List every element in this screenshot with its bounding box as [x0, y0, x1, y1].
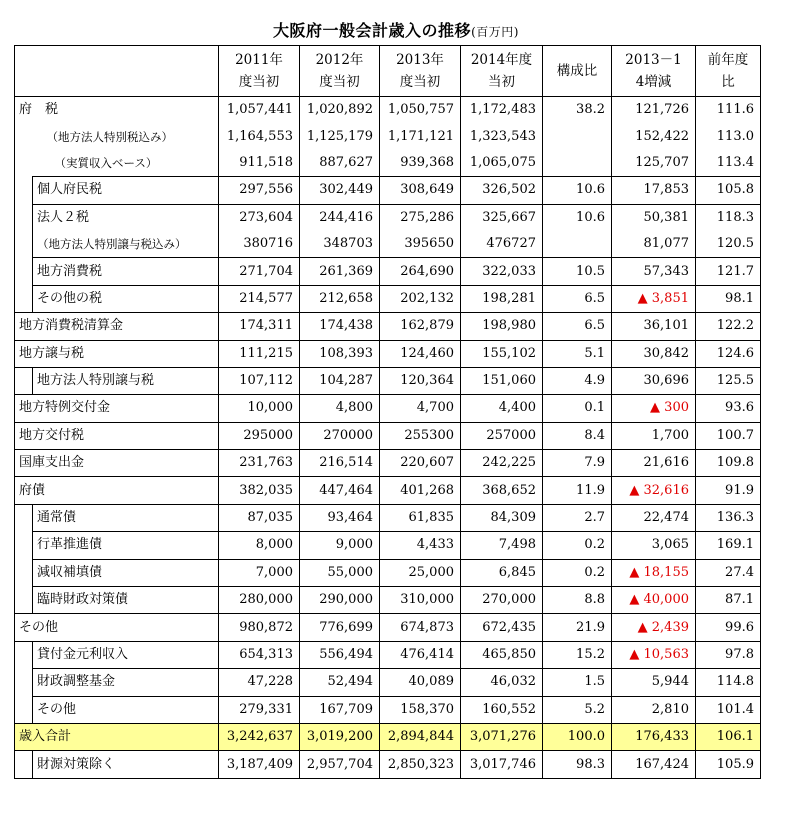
- value-cell: 124,460: [380, 340, 461, 367]
- value-cell: 4.9: [543, 367, 612, 394]
- value-cell: [543, 150, 612, 177]
- table-row: [15, 150, 761, 177]
- row-label: （地方法人特別税込み）: [33, 123, 219, 149]
- row-label: 国庫支出金: [15, 450, 219, 477]
- value-cell: 25,000: [380, 559, 461, 586]
- value-cell: 310,000: [380, 587, 461, 614]
- value-cell: 1,171,121: [380, 123, 461, 149]
- value-cell: 220,607: [380, 450, 461, 477]
- value-cell: 105.8: [696, 177, 761, 204]
- table-row: [15, 614, 761, 641]
- table-row: [15, 641, 761, 668]
- value-cell: 6.5: [543, 313, 612, 340]
- value-cell: 10,000: [219, 395, 300, 422]
- value-cell: 0.2: [543, 559, 612, 586]
- value-cell: 4,800: [300, 395, 380, 422]
- value-cell: 1,057,441: [219, 97, 300, 124]
- value-cell: 0.2: [543, 532, 612, 559]
- value-cell: 10.6: [543, 204, 612, 231]
- value-cell: 4,400: [461, 395, 543, 422]
- value-cell: 55,000: [300, 559, 380, 586]
- value-cell: 169.1: [696, 532, 761, 559]
- value-cell: 6,845: [461, 559, 543, 586]
- value-cell: 46,032: [461, 669, 543, 696]
- header-text: 2014年度 当初: [470, 52, 533, 90]
- value-cell: 125,707: [612, 150, 696, 177]
- header-cell-label: [15, 46, 219, 97]
- value-cell: 21.9: [543, 614, 612, 641]
- row-label: その他の税: [33, 285, 219, 312]
- value-cell: 38.2: [543, 97, 612, 124]
- value-cell: 401,268: [380, 477, 461, 504]
- value-cell: 476,414: [380, 641, 461, 668]
- value-cell: 295000: [219, 422, 300, 449]
- value-cell: 4,433: [380, 532, 461, 559]
- value-cell: 30,696: [612, 367, 696, 394]
- value-cell: 11.9: [543, 477, 612, 504]
- table-row: [15, 340, 761, 367]
- value-cell: 50,381: [612, 204, 696, 231]
- header-text: 構成比: [556, 63, 598, 79]
- title-text: 大阪府一般会計歳入の推移: [273, 21, 472, 40]
- value-cell: 244,416: [300, 204, 380, 231]
- value-cell: 9,000: [300, 532, 380, 559]
- value-cell: 121,726: [612, 97, 696, 124]
- value-cell: 7,498: [461, 532, 543, 559]
- value-cell: ▲ 10,563: [612, 641, 696, 668]
- value-cell: 5,944: [612, 669, 696, 696]
- indent-spacer: [15, 504, 33, 531]
- value-cell: 113.0: [696, 123, 761, 149]
- value-cell: 107,112: [219, 367, 300, 394]
- value-cell: 674,873: [380, 614, 461, 641]
- value-cell: 380716: [219, 231, 300, 258]
- value-cell: 297,556: [219, 177, 300, 204]
- value-cell: 939,368: [380, 150, 461, 177]
- value-cell: ▲ 32,616: [612, 477, 696, 504]
- value-cell: 242,225: [461, 450, 543, 477]
- value-cell: 87,035: [219, 504, 300, 531]
- value-cell: 198,281: [461, 285, 543, 312]
- row-label: 財政調整基金: [33, 669, 219, 696]
- row-label: 地方交付税: [15, 422, 219, 449]
- value-cell: 104,287: [300, 367, 380, 394]
- value-cell: 40,089: [380, 669, 461, 696]
- value-cell: 91.9: [696, 477, 761, 504]
- value-cell: 98.1: [696, 285, 761, 312]
- row-label: その他: [33, 696, 219, 723]
- indent-spacer: [15, 559, 33, 586]
- table-row: [15, 177, 761, 204]
- value-cell: 556,494: [300, 641, 380, 668]
- indent-spacer: [15, 751, 33, 778]
- value-cell: 87.1: [696, 587, 761, 614]
- value-cell: 3,071,276: [461, 723, 543, 750]
- value-cell: 93,464: [300, 504, 380, 531]
- table-row: [15, 285, 761, 312]
- table-row: [15, 477, 761, 504]
- value-cell: 152,422: [612, 123, 696, 149]
- table-body: [15, 97, 761, 779]
- value-cell: 1,065,075: [461, 150, 543, 177]
- value-cell: ▲ 2,439: [612, 614, 696, 641]
- value-cell: 160,552: [461, 696, 543, 723]
- value-cell: 270,000: [461, 587, 543, 614]
- row-label: 歳入合計: [15, 723, 219, 750]
- value-cell: 100.0: [543, 723, 612, 750]
- value-cell: 167,709: [300, 696, 380, 723]
- value-cell: 2,894,844: [380, 723, 461, 750]
- value-cell: 84,309: [461, 504, 543, 531]
- value-cell: 308,649: [380, 177, 461, 204]
- table-row: [15, 422, 761, 449]
- value-cell: 114.8: [696, 669, 761, 696]
- value-cell: 21,616: [612, 450, 696, 477]
- value-cell: 654,313: [219, 641, 300, 668]
- indent-spacer: [15, 258, 33, 285]
- header-cell-2011: [219, 46, 300, 97]
- table-row: [15, 669, 761, 696]
- value-cell: 231,763: [219, 450, 300, 477]
- indent-spacer: [15, 696, 33, 723]
- row-label: 貸付金元利収入: [33, 641, 219, 668]
- value-cell: 136.3: [696, 504, 761, 531]
- value-cell: 111,215: [219, 340, 300, 367]
- indent-spacer: [15, 587, 33, 614]
- table-row: [15, 367, 761, 394]
- value-cell: 6.5: [543, 285, 612, 312]
- value-cell: 1,125,179: [300, 123, 380, 149]
- indent-spacer: [15, 532, 33, 559]
- value-cell: 174,438: [300, 313, 380, 340]
- value-cell: 158,370: [380, 696, 461, 723]
- value-cell: 216,514: [300, 450, 380, 477]
- value-cell: 106.1: [696, 723, 761, 750]
- value-cell: 30,842: [612, 340, 696, 367]
- value-cell: 5.2: [543, 696, 612, 723]
- value-cell: 1,700: [612, 422, 696, 449]
- value-cell: 2,810: [612, 696, 696, 723]
- value-cell: 47,228: [219, 669, 300, 696]
- total-row: [15, 723, 761, 750]
- value-cell: 476727: [461, 231, 543, 258]
- row-label: 通常債: [33, 504, 219, 531]
- row-label: 減収補填債: [33, 559, 219, 586]
- value-cell: 125.5: [696, 367, 761, 394]
- row-label: 府 税: [15, 97, 219, 124]
- value-cell: 167,424: [612, 751, 696, 778]
- value-cell: ▲ 300: [612, 395, 696, 422]
- row-label: 個人府民税: [33, 177, 219, 204]
- table-row: [15, 450, 761, 477]
- value-cell: 36,101: [612, 313, 696, 340]
- value-cell: 8.4: [543, 422, 612, 449]
- value-cell: 382,035: [219, 477, 300, 504]
- value-cell: 212,658: [300, 285, 380, 312]
- value-cell: 162,879: [380, 313, 461, 340]
- header-row: [15, 46, 761, 97]
- table-row: [15, 313, 761, 340]
- value-cell: 5.1: [543, 340, 612, 367]
- header-cell-change: [612, 46, 696, 97]
- value-cell: 280,000: [219, 587, 300, 614]
- table-row: [15, 123, 761, 149]
- value-cell: 1.5: [543, 669, 612, 696]
- indent-spacer: [15, 231, 33, 258]
- value-cell: 257000: [461, 422, 543, 449]
- value-cell: 395650: [380, 231, 461, 258]
- value-cell: 3,187,409: [219, 751, 300, 778]
- value-cell: 113.4: [696, 150, 761, 177]
- value-cell: 176,433: [612, 723, 696, 750]
- row-label: 地方消費税: [33, 258, 219, 285]
- value-cell: 348703: [300, 231, 380, 258]
- value-cell: 101.4: [696, 696, 761, 723]
- table-row: [15, 204, 761, 231]
- value-cell: 121.7: [696, 258, 761, 285]
- value-cell: 980,872: [219, 614, 300, 641]
- value-cell: 22,474: [612, 504, 696, 531]
- header-cell-2014: [461, 46, 543, 97]
- value-cell: 8,000: [219, 532, 300, 559]
- header-cell-ratio: [696, 46, 761, 97]
- value-cell: 2,850,323: [380, 751, 461, 778]
- value-cell: 99.6: [696, 614, 761, 641]
- table-row: [15, 97, 761, 124]
- value-cell: 118.3: [696, 204, 761, 231]
- revenue-table: [14, 45, 761, 779]
- value-cell: 17,853: [612, 177, 696, 204]
- page-title: [0, 18, 792, 41]
- value-cell: 672,435: [461, 614, 543, 641]
- value-cell: 368,652: [461, 477, 543, 504]
- value-cell: 2.7: [543, 504, 612, 531]
- value-cell: 273,604: [219, 204, 300, 231]
- value-cell: 151,060: [461, 367, 543, 394]
- value-cell: 8.8: [543, 587, 612, 614]
- value-cell: 98.3: [543, 751, 612, 778]
- indent-spacer: [15, 204, 33, 231]
- table-row: [15, 231, 761, 258]
- value-cell: 3,017,746: [461, 751, 543, 778]
- value-cell: 261,369: [300, 258, 380, 285]
- header-text: 2012年 度当初: [315, 52, 364, 90]
- value-cell: 911,518: [219, 150, 300, 177]
- header-text: 前年度 比: [707, 52, 749, 90]
- value-cell: 2,957,704: [300, 751, 380, 778]
- header-text: 2011年 度当初: [235, 52, 283, 90]
- table-row: [15, 696, 761, 723]
- value-cell: 10.5: [543, 258, 612, 285]
- value-cell: 155,102: [461, 340, 543, 367]
- value-cell: ▲ 40,000: [612, 587, 696, 614]
- value-cell: 275,286: [380, 204, 461, 231]
- table-row: [15, 587, 761, 614]
- value-cell: 776,699: [300, 614, 380, 641]
- row-label: 法人２税: [33, 204, 219, 231]
- row-label: 地方特例交付金: [15, 395, 219, 422]
- table-row: [15, 532, 761, 559]
- value-cell: 3,065: [612, 532, 696, 559]
- value-cell: 1,164,553: [219, 123, 300, 149]
- value-cell: 174,311: [219, 313, 300, 340]
- value-cell: 270000: [300, 422, 380, 449]
- table-row: [15, 258, 761, 285]
- row-label: 臨時財政対策債: [33, 587, 219, 614]
- value-cell: 271,704: [219, 258, 300, 285]
- value-cell: 100.7: [696, 422, 761, 449]
- value-cell: 52,494: [300, 669, 380, 696]
- indent-spacer: [15, 285, 33, 312]
- indent-spacer: [15, 641, 33, 668]
- value-cell: 108,393: [300, 340, 380, 367]
- value-cell: 124.6: [696, 340, 761, 367]
- value-cell: 120.5: [696, 231, 761, 258]
- table-row: [15, 559, 761, 586]
- value-cell: 3,019,200: [300, 723, 380, 750]
- header-text: 2013年 度当初: [396, 52, 444, 90]
- header-cell-2012: [300, 46, 380, 97]
- value-cell: [543, 123, 612, 149]
- indent-spacer: [15, 669, 33, 696]
- value-cell: 887,627: [300, 150, 380, 177]
- value-cell: 7.9: [543, 450, 612, 477]
- row-label: （実質収入ベース）: [33, 150, 219, 177]
- value-cell: 105.9: [696, 751, 761, 778]
- indent-spacer: [15, 123, 33, 149]
- value-cell: 279,331: [219, 696, 300, 723]
- value-cell: 120,364: [380, 367, 461, 394]
- value-cell: 255300: [380, 422, 461, 449]
- value-cell: 198,980: [461, 313, 543, 340]
- row-label: 財源対策除く: [33, 751, 219, 778]
- row-label: 地方譲与税: [15, 340, 219, 367]
- value-cell: 1,020,892: [300, 97, 380, 124]
- row-label: （地方法人特別譲与税込み）: [33, 231, 219, 258]
- value-cell: ▲ 3,851: [612, 285, 696, 312]
- value-cell: 465,850: [461, 641, 543, 668]
- value-cell: 290,000: [300, 587, 380, 614]
- value-cell: 1,172,483: [461, 97, 543, 124]
- value-cell: 122.2: [696, 313, 761, 340]
- value-cell: 97.8: [696, 641, 761, 668]
- value-cell: 214,577: [219, 285, 300, 312]
- value-cell: 109.8: [696, 450, 761, 477]
- value-cell: 27.4: [696, 559, 761, 586]
- value-cell: 325,667: [461, 204, 543, 231]
- table-row: [15, 504, 761, 531]
- value-cell: 10.6: [543, 177, 612, 204]
- value-cell: 93.6: [696, 395, 761, 422]
- row-label: 行革推進債: [33, 532, 219, 559]
- row-label: 地方消費税清算金: [15, 313, 219, 340]
- value-cell: 4,700: [380, 395, 461, 422]
- value-cell: 202,132: [380, 285, 461, 312]
- value-cell: 1,050,757: [380, 97, 461, 124]
- row-label: 地方法人特別譲与税: [33, 367, 219, 394]
- value-cell: 57,343: [612, 258, 696, 285]
- value-cell: 15.2: [543, 641, 612, 668]
- value-cell: 322,033: [461, 258, 543, 285]
- value-cell: 1,323,543: [461, 123, 543, 149]
- value-cell: 302,449: [300, 177, 380, 204]
- value-cell: 111.6: [696, 97, 761, 124]
- value-cell: 264,690: [380, 258, 461, 285]
- header-cell-share: [543, 46, 612, 97]
- row-label: 府債: [15, 477, 219, 504]
- indent-spacer: [15, 367, 33, 394]
- value-cell: 81,077: [612, 231, 696, 258]
- table-row: [15, 395, 761, 422]
- header-text: 2013－1 4増減: [625, 52, 682, 90]
- indent-spacer: [15, 177, 33, 204]
- value-cell: ▲ 18,155: [612, 559, 696, 586]
- indent-spacer: [15, 150, 33, 177]
- value-cell: 3,242,637: [219, 723, 300, 750]
- row-label: その他: [15, 614, 219, 641]
- value-cell: 326,502: [461, 177, 543, 204]
- header-cell-2013: [380, 46, 461, 97]
- table-row: [15, 751, 761, 778]
- value-cell: [543, 231, 612, 258]
- value-cell: 7,000: [219, 559, 300, 586]
- unit-label: (百万円): [471, 25, 519, 39]
- value-cell: 447,464: [300, 477, 380, 504]
- value-cell: 61,835: [380, 504, 461, 531]
- value-cell: 0.1: [543, 395, 612, 422]
